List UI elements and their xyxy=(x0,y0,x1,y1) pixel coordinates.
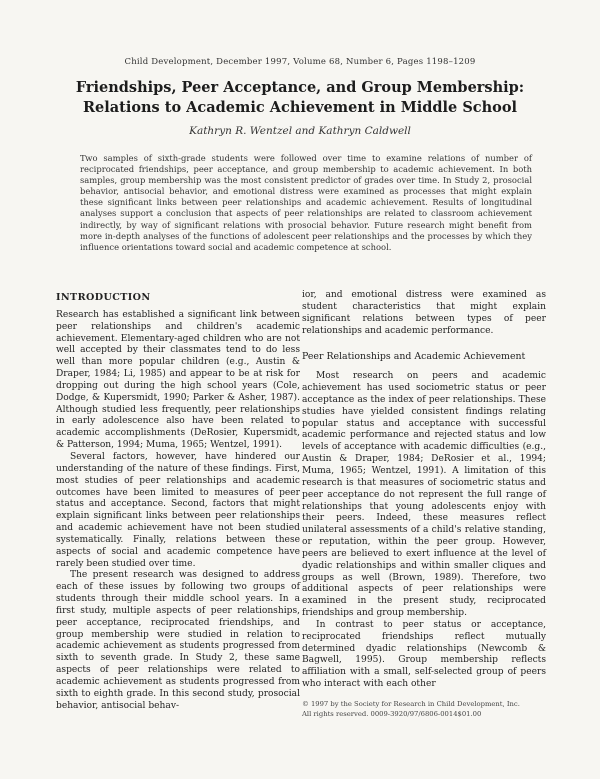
continuation-paragraph: ior, and emotional distress were examined as student characteristics that might explain significant relations between types of peer relationships and academic performance. xyxy=(302,290,546,336)
introduction-heading: INTRODUCTION xyxy=(56,292,151,303)
rights-line: All rights reserved. 0009-3920/97/6806-0014$01.00 xyxy=(302,709,482,718)
body-paragraph: Research has established a significant link between peer relationships and children's academic achievement. Elementary-aged children who are not well accepted by their classmates tend to do less well than more popular children (e.g., Austin & Draper, 1984; Li, 1985) and appear to be at risk for dropping out during the high school years (Cole, Dodge, & Kupersmidt, 1990; Parker & Asher, 1987). Although studied less frequently, peer relationships in early adolescence also have been related to academic accomplishments (DeRosier, Kupersmidt, & Patterson, 1994; Muma, 1965; Wentzel, 1991). xyxy=(56,309,300,451)
running-head: Child Development, December 1997, Volume 68, Number 6, Pages 1198–1209 xyxy=(124,57,476,67)
body-paragraph: The present research was designed to address each of these issues by following two groups of students through their middle school years. In a first study, multiple aspects of peer relationships, peer acceptance, reciprocated friendships, and group membership were studied in relation to academic achievement as students progressed from sixth to seventh grade. In Study 2, these same aspects of peer relationships were related to academic achievement as students progressed from sixth to eighth grade. In this second study, prosocial behavior, antisocial behav- xyxy=(56,570,300,711)
copyright-footer xyxy=(302,700,546,719)
body-paragraph: Most research on peers and academic achievement has used sociometric status or peer acceptance as the index of peer relationships. These studies have yielded consistent findings relating popular status and acceptance with successful academic performance and rejected status and low levels of acceptance with academic difficulties (e.g., Austin & Draper, 1984; DeRosier et al., 1994; Muma, 1965; Wentzel, 1991). A limitation of this research is that measures of sociometric status and peer acceptance do not represent the full range of relationships that young adolescents enjoy with their peers. Indeed, these measures reflect unilateral assessments of a child's relative standing, or reputation, within the peer group. However, peers are believed to exert influence at the level of dyadic relationships and within smaller cliques and groups as well (Brown, 1989). Therefore, two additional aspects of peer relationships were examined in the present study, reciprocated friendships and group membership. xyxy=(302,371,546,619)
article-authors: Kathryn R. Wentzel and Kathryn Caldwell xyxy=(189,125,411,137)
right-column xyxy=(302,290,546,691)
left-column xyxy=(56,290,300,713)
body-paragraph: Several factors, however, have hindered our understanding of the nature of these findings. First, most studies of peer relationships and academic outcomes have been limited to measures of peer status and acceptance. Second, factors that might explain significant links between peer relationships and academic achievement have not been studied systematically. Finally, relations between these aspects of social and academic competence have rarely been studied over time. xyxy=(56,451,300,569)
abstract: Two samples of sixth-grade students were followed over time to examine relations of number of reciprocated friendships, peer acceptance, and group membership to academic achievement. In both samples, group membership was the most consistent predictor of grades over time. In Study 2, prosocial behavior, antisocial behavior, and emotional distress were examined as processes that might explain these significant links between peer relationships and academic achievement. Results of longitudinal analyses support a conclusion that aspects of peer relationships are related to classroom achievement indirectly, by way of significant relations with prosocial behavior. Future research might benefit from more in-depth analyses of the functions of adolescent peer relationships and the processes by which they influence orientations toward social and academic competence at school. xyxy=(80,153,532,252)
copyright-line: © 1997 by the Society for Research in Child Development, Inc. xyxy=(302,700,520,708)
section-subheading: Peer Relationships and Academic Achievement xyxy=(302,351,526,363)
body-paragraph: In contrast to peer status or acceptance, reciprocated friendships reflect mutually determined dyadic relationships (Newcomb & Bagwell, 1995). Group membership reflects affiliation with a small, self-selected group of peers who interact with each other xyxy=(302,619,546,690)
article-title: Friendships, Peer Acceptance, and Group Membership: Relations to Academic Achievement in Middle School xyxy=(75,79,525,116)
